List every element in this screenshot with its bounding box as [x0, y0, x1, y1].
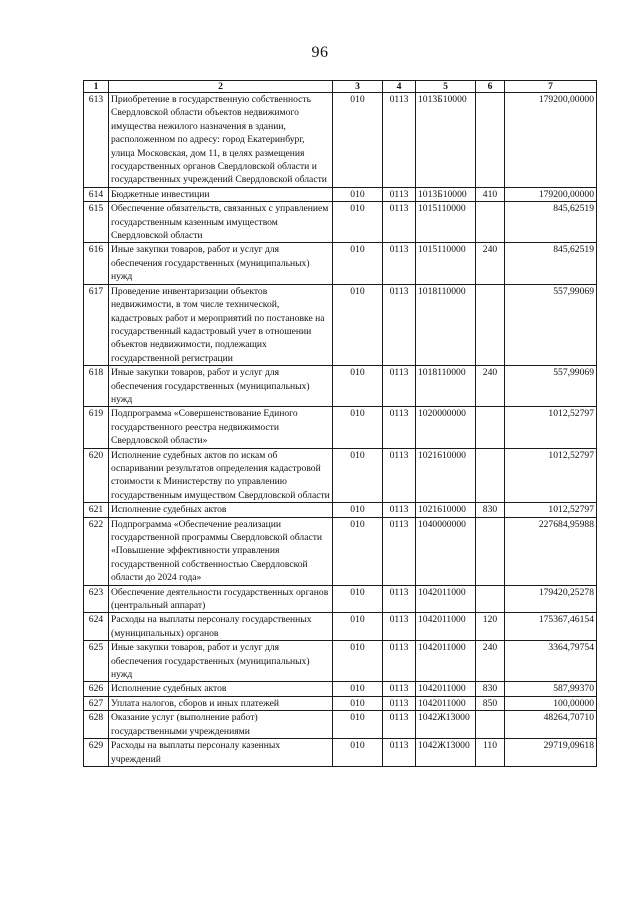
row-expense-type	[476, 202, 505, 243]
row-name: Исполнение судебных актов	[109, 682, 333, 696]
row-expense-type: 110	[476, 739, 505, 767]
row-name: Расходы на выплаты персоналу казенных учреждений	[109, 739, 333, 767]
row-ministry-code: 010	[333, 696, 383, 710]
table-row	[84, 366, 597, 407]
row-ministry-code: 010	[333, 202, 383, 243]
row-section-code: 0113	[383, 187, 416, 201]
row-section-code: 0113	[383, 739, 416, 767]
row-expense-type	[476, 448, 505, 503]
row-section-code: 0113	[383, 366, 416, 407]
row-target-code: 1013Б10000	[416, 93, 476, 188]
row-section-code: 0113	[383, 284, 416, 365]
row-number: 628	[84, 711, 109, 739]
row-number: 629	[84, 739, 109, 767]
row-section-code: 0113	[383, 585, 416, 613]
row-name: Обеспечение деятельности государственных органов (центральный аппарат)	[109, 585, 333, 613]
row-number: 613	[84, 93, 109, 188]
table-row	[84, 517, 597, 585]
row-expense-type	[476, 517, 505, 585]
row-expense-type: 410	[476, 187, 505, 201]
row-expense-type: 830	[476, 503, 505, 517]
row-ministry-code: 010	[333, 682, 383, 696]
row-amount: 227684,95988	[505, 517, 597, 585]
row-section-code: 0113	[383, 407, 416, 448]
row-target-code: 1020000000	[416, 407, 476, 448]
row-expense-type: 850	[476, 696, 505, 710]
row-ministry-code: 010	[333, 366, 383, 407]
row-amount: 845,62519	[505, 243, 597, 284]
row-section-code: 0113	[383, 448, 416, 503]
row-amount: 1012,52797	[505, 448, 597, 503]
row-number: 620	[84, 448, 109, 503]
row-amount: 179200,00000	[505, 93, 597, 188]
row-name: Подпрограмма «Обеспечение реализации государственной программы Свердловской области «Повышение эффективности управления государственной собственностью Свердловской области до 2024 года»	[109, 517, 333, 585]
row-name: Приобретение в государственную собственность Свердловской области объектов недвижимого имущества нежилого назначения в здании, расположенном по адресу: город Екатеринбург, улица Московская, дом 11, в целях размещения государственных органов Свердловской области и государственных учреждений Свердловской области	[109, 93, 333, 188]
row-expense-type: 120	[476, 613, 505, 641]
row-ministry-code: 010	[333, 613, 383, 641]
row-target-code: 1042Ж13000	[416, 739, 476, 767]
row-target-code: 1040000000	[416, 517, 476, 585]
row-ministry-code: 010	[333, 711, 383, 739]
row-amount: 100,00000	[505, 696, 597, 710]
row-expense-type	[476, 711, 505, 739]
table-row	[84, 284, 597, 365]
header-col-7: 7	[505, 81, 597, 93]
row-name: Оказание услуг (выполнение работ) государственными учреждениями	[109, 711, 333, 739]
table-row	[84, 187, 597, 201]
row-target-code: 1042011000	[416, 682, 476, 696]
row-section-code: 0113	[383, 696, 416, 710]
row-amount: 1012,52797	[505, 407, 597, 448]
table-row	[84, 202, 597, 243]
row-expense-type	[476, 93, 505, 188]
table-row	[84, 696, 597, 710]
table-row	[84, 585, 597, 613]
row-ministry-code: 010	[333, 187, 383, 201]
row-target-code: 1015110000	[416, 202, 476, 243]
row-amount: 29719,09618	[505, 739, 597, 767]
row-amount: 175367,46154	[505, 613, 597, 641]
header-row	[84, 81, 597, 93]
row-target-code: 1042011000	[416, 613, 476, 641]
row-amount: 557,99069	[505, 284, 597, 365]
budget-table	[83, 80, 597, 767]
row-number: 616	[84, 243, 109, 284]
row-number: 623	[84, 585, 109, 613]
row-expense-type	[476, 585, 505, 613]
row-target-code: 1042011000	[416, 585, 476, 613]
row-number: 617	[84, 284, 109, 365]
row-number: 622	[84, 517, 109, 585]
row-section-code: 0113	[383, 613, 416, 641]
row-number: 618	[84, 366, 109, 407]
table-row	[84, 682, 597, 696]
row-number: 615	[84, 202, 109, 243]
row-number: 619	[84, 407, 109, 448]
row-name: Иные закупки товаров, работ и услуг для обеспечения государственных (муниципальных) нужд	[109, 641, 333, 682]
row-expense-type	[476, 407, 505, 448]
row-section-code: 0113	[383, 93, 416, 188]
row-target-code: 1015110000	[416, 243, 476, 284]
row-ministry-code: 010	[333, 407, 383, 448]
row-number: 614	[84, 187, 109, 201]
row-name: Бюджетные инвестиции	[109, 187, 333, 201]
row-section-code: 0113	[383, 641, 416, 682]
row-name: Расходы на выплаты персоналу государственных (муниципальных) органов	[109, 613, 333, 641]
row-target-code: 1013Б10000	[416, 187, 476, 201]
row-name: Подпрограмма «Совершенствование Единого государственного реестра недвижимости Свердловской области»	[109, 407, 333, 448]
row-ministry-code: 010	[333, 448, 383, 503]
table-row	[84, 407, 597, 448]
row-ministry-code: 010	[333, 585, 383, 613]
row-target-code: 1042011000	[416, 696, 476, 710]
row-ministry-code: 010	[333, 739, 383, 767]
row-number: 627	[84, 696, 109, 710]
header-col-5: 5	[416, 81, 476, 93]
row-amount: 557,99069	[505, 366, 597, 407]
table-row	[84, 711, 597, 739]
header-col-4: 4	[383, 81, 416, 93]
row-name: Обеспечение обязательств, связанных с управлением государственным казенным имуществом Свердловской области	[109, 202, 333, 243]
header-col-1: 1	[84, 81, 109, 93]
row-number: 626	[84, 682, 109, 696]
row-number: 624	[84, 613, 109, 641]
row-target-code: 1018110000	[416, 284, 476, 365]
table-row	[84, 448, 597, 503]
row-ministry-code: 010	[333, 503, 383, 517]
row-expense-type: 240	[476, 243, 505, 284]
row-expense-type: 240	[476, 641, 505, 682]
row-amount: 179200,00000	[505, 187, 597, 201]
row-section-code: 0113	[383, 243, 416, 284]
row-section-code: 0113	[383, 682, 416, 696]
header-col-6: 6	[476, 81, 505, 93]
row-name: Уплата налогов, сборов и иных платежей	[109, 696, 333, 710]
row-expense-type	[476, 284, 505, 365]
table-row	[84, 503, 597, 517]
row-target-code: 1042Ж13000	[416, 711, 476, 739]
row-number: 625	[84, 641, 109, 682]
table-row	[84, 641, 597, 682]
table-row	[84, 93, 597, 188]
row-section-code: 0113	[383, 503, 416, 517]
row-ministry-code: 010	[333, 641, 383, 682]
row-number: 621	[84, 503, 109, 517]
row-amount: 179420,25278	[505, 585, 597, 613]
row-target-code: 1021610000	[416, 448, 476, 503]
row-ministry-code: 010	[333, 243, 383, 284]
row-section-code: 0113	[383, 202, 416, 243]
page-number: 96	[311, 44, 329, 61]
row-name: Исполнение судебных актов по искам об оспаривании результатов определения кадастровой стоимости к Министерству по управлению государственным имуществом Свердловской области	[109, 448, 333, 503]
row-target-code: 1042011000	[416, 641, 476, 682]
table-row	[84, 613, 597, 641]
row-name: Проведение инвентаризации объектов недвижимости, в том числе технической, кадастровых работ и мероприятий по постановке на государственный кадастровый учет в отношении объектов недвижимости, подлежащих государственной регистрации	[109, 284, 333, 365]
row-amount: 845,62519	[505, 202, 597, 243]
row-section-code: 0113	[383, 517, 416, 585]
row-section-code: 0113	[383, 711, 416, 739]
row-target-code: 1018110000	[416, 366, 476, 407]
table-row	[84, 243, 597, 284]
header-col-3: 3	[333, 81, 383, 93]
table-row	[84, 739, 597, 767]
row-ministry-code: 010	[333, 284, 383, 365]
row-target-code: 1021610000	[416, 503, 476, 517]
row-amount: 1012,52797	[505, 503, 597, 517]
table-body	[84, 93, 597, 767]
row-expense-type: 830	[476, 682, 505, 696]
row-expense-type: 240	[476, 366, 505, 407]
row-ministry-code: 010	[333, 93, 383, 188]
header-col-2: 2	[109, 81, 333, 93]
row-name: Иные закупки товаров, работ и услуг для обеспечения государственных (муниципальных) нужд	[109, 243, 333, 284]
row-ministry-code: 010	[333, 517, 383, 585]
row-amount: 3364,79754	[505, 641, 597, 682]
row-name: Исполнение судебных актов	[109, 503, 333, 517]
row-name: Иные закупки товаров, работ и услуг для обеспечения государственных (муниципальных) нужд	[109, 366, 333, 407]
row-amount: 587,99370	[505, 682, 597, 696]
row-amount: 48264,70710	[505, 711, 597, 739]
